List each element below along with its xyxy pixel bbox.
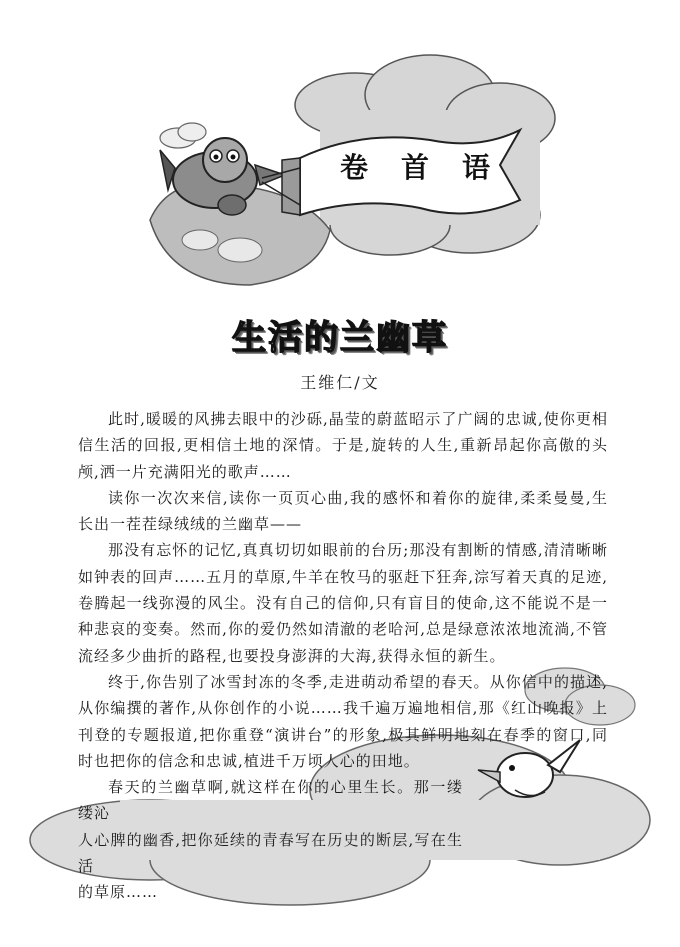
article-title: 生活的兰幽草 [232, 318, 448, 358]
paragraph: 读你一次次来信,读你一页页心曲,我的感怀和着你的旋律,柔柔曼曼,生长出一茬茬绿绒绒的兰幽草—— [78, 488, 608, 534]
paragraph: 那没有忘怀的记忆,真真切切如眼前的台历;那没有割断的情感,清清晰晰如钟表的回声……五月的草原,牛羊在牧马的驱赶下狂奔,淙写着天真的足迹,卷腾起一线弥漫的风尘。没有自己的信仰,只有盲目的使命,这不能说不是一种悲哀的变奏。然而,你的爱仍然如清澈的老哈河,总是绿意浓浓地流淌,不管流经多少曲折的路程,也要投身澎湃的大海,获得永恒的新生。 [78, 541, 608, 665]
banner-char-3: 语 [461, 151, 490, 184]
banner-char-1: 卷 [340, 151, 369, 184]
banner-char-2: 首 [400, 151, 429, 184]
article-author: 王维仁/文 [300, 373, 380, 392]
article-body [78, 406, 608, 906]
paragraph: 此时,暖暖的风拂去眼中的沙砾,晶莹的蔚蓝昭示了广阔的忠诚,使你更相信生活的回报,更相信土地的深情。于是,旋转的人生,重新昂起你高傲的头颅,洒一片充满阳光的歌声…… [78, 410, 608, 481]
banner-heading [340, 146, 490, 186]
paragraph-continuation: 的草原…… [78, 883, 159, 902]
paragraph: 春天的兰幽草啊,就这样在你的心里生长。那一缕缕沁 [78, 778, 463, 823]
paragraph-continuation: 人心脾的幽香,把你延续的青春写在历史的断层,写在生活 [78, 830, 463, 876]
paragraph: 终于,你告别了冰雪封冻的冬季,走进萌动希望的春天。从你信中的描述,从你编撰的著作,从你创作的小说……我千遍万遍地相信,那《红山晚报》上刊登的专题报道,把你重登“演讲台”的形象,极其鲜明地刻在春季的窗口,同时也把你的信念和忠诚,植进千万顷人心的田地。 [78, 672, 608, 770]
